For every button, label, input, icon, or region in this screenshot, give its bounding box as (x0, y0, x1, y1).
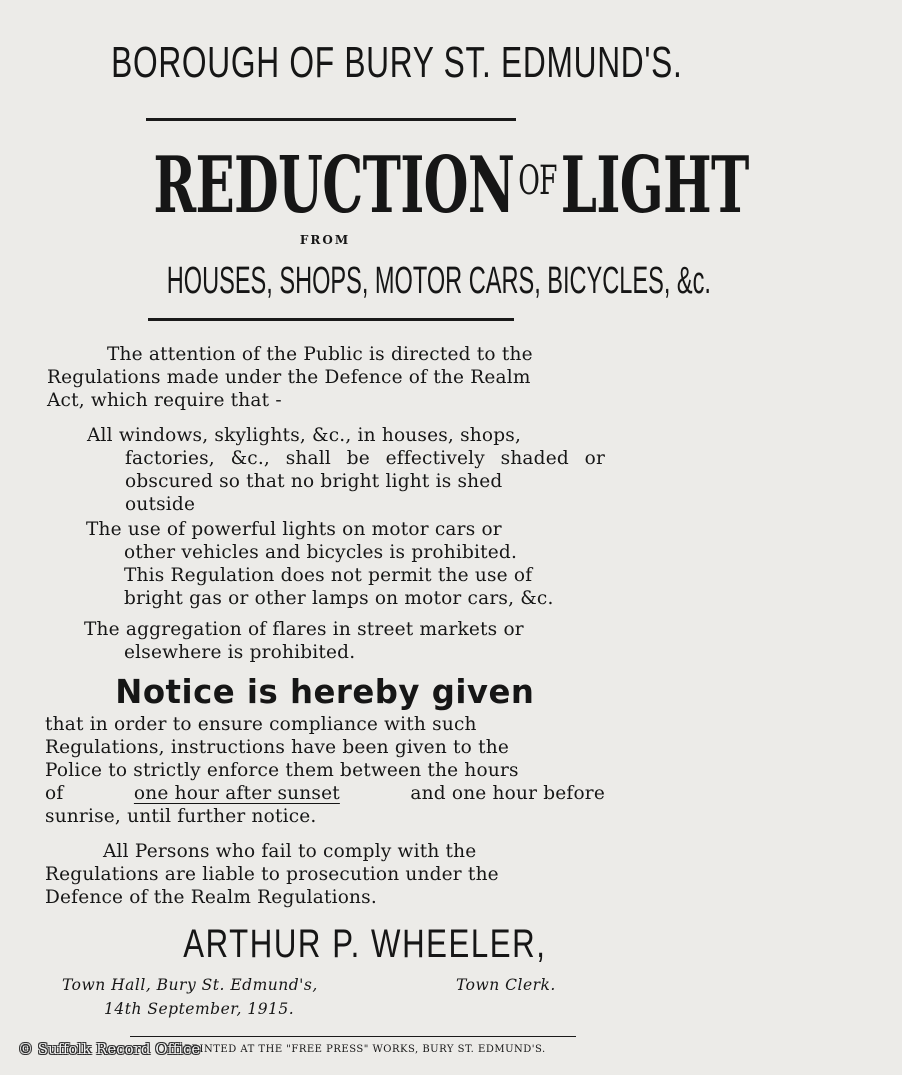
regulation-2-line-1: The use of powerful lights on motor cars or (86, 519, 502, 540)
subject-heading: HOUSES, SHOPS, MOTOR CARS, BICYCLES, &c. (166, 260, 711, 302)
regulation-1-line-4: outside (125, 494, 196, 515)
printer-credit: PRINTED AT THE "FREE PRESS" WORKS, BURY ST. EDMUND'S. (184, 1044, 546, 1055)
regulation-1-line-2: factories, &c., shall be effectively shaded or (125, 448, 605, 469)
warning-paragraph (45, 840, 605, 909)
from-label: FROM (299, 233, 351, 247)
notice-line-2: Regulations, instructions have been given to the (45, 737, 509, 758)
notice-line-1: that in order to ensure compliance with such (45, 714, 477, 735)
signature-address: Town Hall, Bury St. Edmund's, (62, 976, 318, 994)
regulation-3-line-2: elsewhere is prohibited. (124, 642, 356, 663)
regulation-vehicles (86, 518, 605, 610)
title-word-light: LIGHT (560, 140, 749, 231)
intro-line-3: Act, which require that - (47, 390, 282, 411)
regulation-3-line-1: The aggregation of flares in street markets or (84, 619, 524, 640)
notice-line-4: of one hour after sunset and one hour before (45, 783, 605, 804)
regulation-flares (84, 618, 605, 664)
title-word-reduction: REDUCTION (153, 140, 515, 231)
main-title (0, 140, 749, 231)
signature-name: ARTHUR P. WHEELER, (183, 922, 547, 966)
warning-line-2: Regulations are liable to prosecution under the (45, 864, 499, 885)
warning-line-1: All Persons who fail to comply with the (103, 841, 477, 862)
intro-line-1: The attention of the Public is directed to the (107, 344, 533, 365)
notice-line-3: Police to strictly enforce them between the hours (45, 760, 519, 781)
copyright-watermark: © Suffolk Record Office (18, 1040, 201, 1058)
middle-rule (148, 318, 514, 321)
regulation-windows (87, 424, 605, 516)
borough-heading: BOROUGH OF BURY ST. EDMUND'S. (111, 38, 683, 87)
regulation-2-line-3: This Regulation does not permit the use of (124, 565, 533, 586)
warning-line-3: Defence of the Realm Regulations. (45, 887, 377, 908)
intro-line-2: Regulations made under the Defence of the Realm (47, 367, 531, 388)
notice-heading: Notice is hereby given (115, 672, 535, 711)
underlined-phrase: one hour after sunset (133, 783, 340, 804)
regulation-2-line-4: bright gas or other lamps on motor cars, &c. (124, 588, 554, 609)
regulation-2-line-2: other vehicles and bicycles is prohibited. (124, 542, 518, 563)
notice-line-5: sunrise, until further notice. (45, 806, 317, 827)
title-word-of: OF (518, 158, 557, 204)
top-rule (146, 118, 516, 121)
regulation-1-line-1: All windows, skylights, &c., in houses, shops, (87, 425, 522, 446)
footer-rule (130, 1036, 576, 1037)
notice-paragraph (45, 713, 605, 828)
intro-paragraph (47, 343, 605, 412)
signature-date: 14th September, 1915. (104, 1000, 295, 1018)
signature-role: Town Clerk. (456, 976, 556, 994)
regulation-1-line-3: obscured so that no bright light is shed (125, 471, 503, 492)
